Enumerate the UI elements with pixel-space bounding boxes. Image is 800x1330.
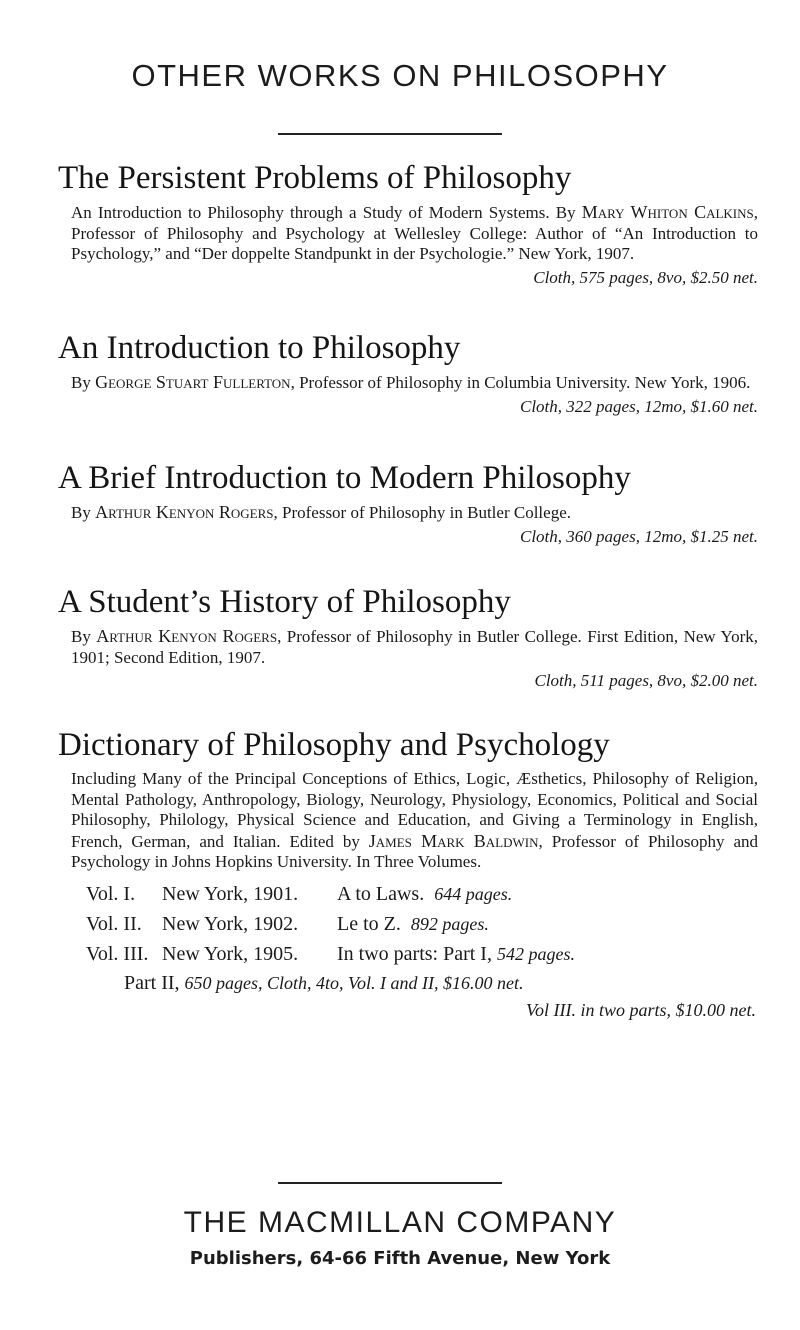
- part-two-line: [124, 969, 758, 997]
- book-description: [71, 626, 758, 668]
- desc-text: By: [71, 373, 96, 392]
- desc-text: An Introduction to Philosophy through a Study of Modern Systems. By: [71, 203, 582, 222]
- book-price: Cloth, 360 pages, 12mo, $1.25 net.: [520, 526, 758, 546]
- book-description: [71, 372, 758, 394]
- book-description: [71, 502, 758, 524]
- desc-text: Including Many of the Principal Conceptions of Ethics, Logic, Æsthetics, Philosophy of Religion, Mental Pathology, Anthropology, Biology, Neurology, Physiology, Economics, Political and Social Philosophy, Philology, Physical Science and Education, and Giving a Terminology in English, French, German, and Italian. Edited by: [71, 769, 758, 851]
- volume-range: In two parts: Part I,: [337, 942, 497, 965]
- book-title: Dictionary of Philosophy and Psychology: [58, 727, 610, 763]
- volume-place: New York, 1905.: [162, 942, 299, 965]
- volume-three-price: Vol III. in two parts, $10.00 net.: [526, 999, 756, 1020]
- book-title: A Brief Introduction to Modern Philosophy: [58, 460, 631, 496]
- volume-line: [86, 909, 758, 939]
- book-entry: [58, 582, 758, 692]
- book-price: Cloth, 511 pages, 8vo, $2.00 net.: [534, 671, 758, 690]
- volume-number: Vol. III.: [86, 942, 149, 965]
- volume-line: [86, 879, 758, 909]
- book-price: Cloth, 575 pages, 8vo, $2.50 net.: [533, 267, 758, 287]
- book-entry: [58, 725, 758, 1023]
- desc-text: , Professor of Philosophy and Psychology at Wellesley College: Author of “An Introduction to Psychology,” and “Der doppelte Standpunkt in der Psychologie.” New York, 1907.: [71, 203, 758, 263]
- volume-pages: 542 pages.: [496, 943, 575, 964]
- book-title: An Introduction to Philosophy: [58, 330, 461, 366]
- author-name: Arthur Kenyon Rogers: [96, 626, 278, 646]
- publisher-name: THE MACMILLAN COMPANY: [183, 1206, 617, 1239]
- part-label: Part II,: [124, 971, 185, 994]
- author-name: Mary Whiton Calkins: [581, 202, 754, 222]
- book-entry: [58, 158, 758, 289]
- volume-pages: 892 pages.: [410, 913, 489, 934]
- volume-range: Le to Z.: [337, 912, 401, 935]
- desc-text: , Professor of Philosophy and Psychology in Johns Hopkins University. In Three Volumes.: [71, 831, 758, 871]
- book-description: [71, 769, 758, 873]
- volume-number: Vol. II.: [86, 912, 142, 935]
- volume-number: Vol. I.: [86, 882, 136, 905]
- bottom-rule: [278, 1182, 502, 1184]
- top-rule: [278, 133, 502, 135]
- publisher-address: Publishers, 64-66 Fifth Avenue, New York: [189, 1248, 611, 1269]
- volume-pages: 644 pages.: [434, 883, 513, 904]
- author-name: Arthur Kenyon Rogers: [95, 502, 274, 522]
- volume-range: A to Laws.: [337, 882, 425, 905]
- page-header: OTHER WORKS ON PHILOSOPHY: [131, 58, 669, 93]
- author-name: George Stuart Fullerton: [95, 372, 291, 392]
- desc-text: , Professor of Philosophy in Columbia University. New York, 1906.: [290, 373, 751, 392]
- author-name: James Mark Baldwin: [368, 830, 539, 851]
- book-description: [71, 202, 758, 265]
- volume-place: New York, 1901.: [162, 882, 299, 905]
- book-entry: [58, 328, 758, 418]
- volume-line: [86, 939, 758, 969]
- book-entry: [58, 458, 758, 548]
- desc-text: , Professor of Philosophy in Butler College.: [273, 503, 571, 522]
- book-title: A Student’s History of Philosophy: [58, 584, 511, 620]
- part-details: 650 pages, Cloth, 4to, Vol. I and II, $16.00 net.: [184, 972, 524, 993]
- desc-text: By: [71, 503, 96, 522]
- desc-text: , Professor of Philosophy in Butler College. First Edition, New York, 1901; Second Edition, 1907.: [71, 627, 758, 667]
- volume-place: New York, 1902.: [162, 912, 299, 935]
- desc-text: By: [71, 627, 97, 646]
- book-title: The Persistent Problems of Philosophy: [58, 160, 572, 196]
- book-price: Cloth, 322 pages, 12mo, $1.60 net.: [520, 396, 758, 416]
